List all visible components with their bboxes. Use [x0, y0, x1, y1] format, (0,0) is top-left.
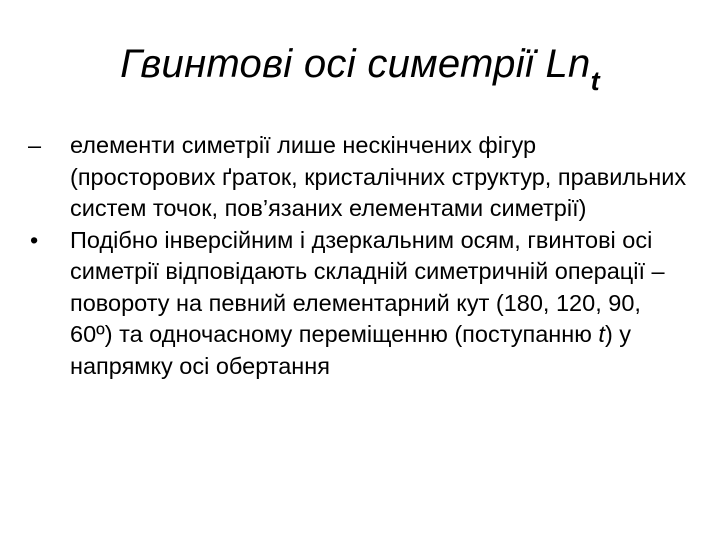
slide-body [28, 130, 688, 382]
paragraph-definition-text: елементи симетрії лише нескінчених фігур (просторових ґраток, кристалічних структур, правильних систем точок, пов’язаних елементами симетрії) [70, 132, 687, 221]
paragraph-definition [28, 130, 688, 225]
paragraph-bullet-text [70, 225, 688, 383]
slide-title-main: Гвинтові осі симетрії Ln [120, 42, 591, 86]
paragraph-bullet-italic-t: t [598, 321, 605, 347]
bullet-icon: • [30, 226, 39, 253]
paragraph-bullet [28, 225, 688, 383]
dash-marker: – [28, 132, 42, 158]
paragraph-bullet-text-before: Подібно інверсійним і дзеркальним осям, гвинтові осі симетрії відповідають складній симетричній операції – повороту на певний елементарний кут (180, 120, 90, 60º) та одночасному переміщенню (поступанню [70, 226, 665, 347]
paragraph-bullet-text-after: ) у напрямку осі обертання [70, 321, 632, 379]
slide-title [0, 42, 720, 96]
slide-title-subscript: t [590, 66, 600, 96]
